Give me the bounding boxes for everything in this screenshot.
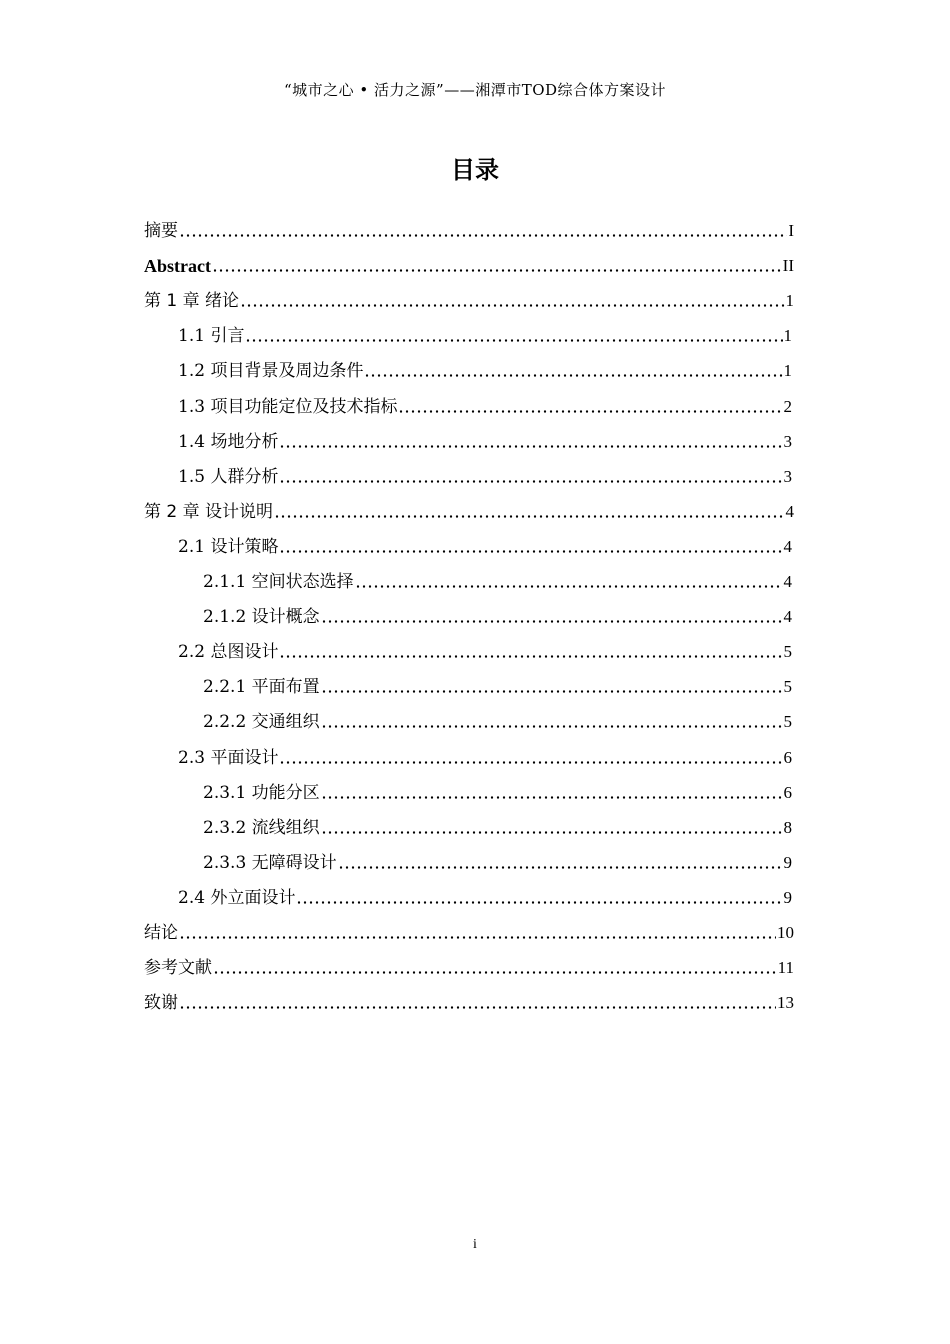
toc-dot-leader bbox=[321, 725, 783, 728]
toc-entry-page: 11 bbox=[777, 958, 794, 978]
toc-dot-leader bbox=[213, 971, 777, 974]
toc-entry-page: 5 bbox=[783, 712, 792, 732]
toc-entry[interactable] bbox=[144, 497, 794, 523]
toc-entry-label: 2.3.3 无障碍设计 bbox=[203, 852, 337, 873]
toc-dot-leader bbox=[364, 374, 782, 377]
toc-dot-leader bbox=[279, 445, 782, 448]
toc-entry-label: 1.1 引言 bbox=[178, 326, 245, 347]
toc-entry-page: 5 bbox=[783, 642, 792, 662]
toc-entry-page: 4 bbox=[783, 536, 792, 556]
toc-entry[interactable] bbox=[144, 251, 794, 277]
toc-entry-page: 10 bbox=[777, 923, 794, 942]
toc-entry-label: 第 1 章 绪论 bbox=[144, 291, 240, 312]
toc-dot-leader bbox=[321, 690, 783, 693]
toc-dot-leader bbox=[355, 585, 783, 588]
toc-entry[interactable] bbox=[178, 321, 792, 347]
toc-dot-leader bbox=[245, 339, 782, 342]
toc-entry-label: 参考文献 bbox=[144, 958, 212, 979]
toc-entry-label: Abstract bbox=[144, 256, 211, 277]
toc-entry[interactable] bbox=[203, 778, 792, 804]
toc-entry-label: 2.2 总图设计 bbox=[178, 642, 279, 663]
toc-entry-page: 4 bbox=[785, 501, 794, 521]
toc-entry-label: 2.4 外立面设计 bbox=[178, 887, 296, 908]
toc-title: 目录 bbox=[451, 156, 499, 184]
toc-dot-leader bbox=[179, 1006, 776, 1009]
toc-entry[interactable] bbox=[144, 953, 794, 979]
toc-dot-leader bbox=[179, 234, 787, 237]
toc-entry-label: 2.2.2 交通组织 bbox=[203, 712, 320, 733]
toc-entry[interactable] bbox=[178, 532, 792, 558]
page-number: i bbox=[473, 1237, 477, 1252]
toc-entry[interactable] bbox=[203, 672, 792, 698]
toc-dot-leader bbox=[279, 655, 782, 658]
toc-entry[interactable] bbox=[178, 392, 792, 418]
toc-entry[interactable] bbox=[144, 988, 794, 1014]
toc-entry-label: 1.2 项目背景及周边条件 bbox=[178, 361, 364, 382]
toc-entry-label: 2.1.1 空间状态选择 bbox=[203, 572, 354, 592]
toc-entry[interactable] bbox=[178, 883, 792, 909]
toc-entry-label: 2.3.2 流线组织 bbox=[203, 817, 320, 838]
toc-entry-label: 1.5 人群分析 bbox=[178, 466, 279, 487]
toc-dot-leader bbox=[296, 901, 782, 904]
toc-entry-page: 1 bbox=[783, 326, 792, 346]
toc-entry-label: 2.3 平面设计 bbox=[178, 747, 279, 768]
toc-entry-page: 8 bbox=[783, 817, 792, 837]
toc-dot-leader bbox=[321, 831, 783, 834]
toc-entry-label: 第 2 章 设计说明 bbox=[144, 501, 274, 522]
toc-dot-leader bbox=[279, 550, 782, 553]
toc-entry-label: 2.1 设计策略 bbox=[178, 536, 279, 557]
toc-entry[interactable] bbox=[178, 743, 792, 769]
toc-entry[interactable] bbox=[203, 848, 792, 874]
toc-dot-leader bbox=[279, 761, 782, 764]
toc-entry[interactable] bbox=[203, 602, 792, 628]
toc-dot-leader bbox=[321, 620, 783, 623]
toc-entry[interactable] bbox=[144, 216, 794, 242]
toc-dot-leader bbox=[398, 410, 782, 413]
toc-entry-page: 1 bbox=[783, 361, 792, 381]
toc-entry-label: 2.3.1 功能分区 bbox=[203, 782, 320, 803]
toc-entry-page: 1 bbox=[785, 291, 794, 311]
toc-entry-label: 致谢 bbox=[144, 993, 178, 1014]
toc-entry-label: 摘要 bbox=[144, 221, 178, 241]
toc-entry-page: 9 bbox=[783, 852, 792, 872]
toc-entry-page: 2 bbox=[783, 396, 792, 416]
toc-dot-leader bbox=[212, 269, 782, 272]
toc-entry[interactable] bbox=[178, 356, 792, 382]
toc-entry-page: 4 bbox=[783, 572, 792, 591]
toc-entry[interactable] bbox=[203, 813, 792, 839]
toc-entry-page: II bbox=[782, 256, 794, 276]
toc-dot-leader bbox=[321, 796, 783, 799]
toc-entry-label: 1.3 项目功能定位及技术指标 bbox=[178, 396, 398, 417]
toc-entry-page: 6 bbox=[783, 747, 792, 767]
toc-entry-page: 3 bbox=[783, 466, 792, 486]
toc-dot-leader bbox=[338, 866, 783, 869]
running-header: “城市之心 • 活力之源”——湘潭市TOD综合体方案设计 bbox=[283, 81, 667, 99]
toc-entry-page: I bbox=[788, 221, 794, 240]
toc-entry[interactable] bbox=[144, 286, 794, 312]
toc-entry-label: 2.2.1 平面布置 bbox=[203, 677, 320, 698]
toc-entry[interactable] bbox=[178, 427, 792, 453]
toc-dot-leader bbox=[179, 936, 776, 939]
toc-dot-leader bbox=[279, 480, 782, 483]
toc-entry[interactable] bbox=[178, 637, 792, 663]
toc-entry[interactable] bbox=[203, 567, 792, 593]
toc-entry-label: 2.1.2 设计概念 bbox=[203, 607, 320, 628]
toc-entry-page: 13 bbox=[777, 993, 794, 1013]
toc-entry-page: 4 bbox=[783, 607, 792, 627]
toc-entry[interactable] bbox=[144, 918, 794, 944]
toc-entry-page: 9 bbox=[783, 887, 792, 907]
toc-entry[interactable] bbox=[203, 707, 792, 733]
toc-entry[interactable] bbox=[178, 462, 792, 488]
toc-entry-label: 结论 bbox=[144, 923, 178, 943]
toc-entry-page: 3 bbox=[783, 431, 792, 451]
toc-dot-leader bbox=[240, 304, 784, 307]
toc-entry-page: 5 bbox=[783, 677, 792, 697]
toc-dot-leader bbox=[274, 515, 784, 518]
toc-entry-label: 1.4 场地分析 bbox=[178, 431, 279, 452]
toc-entry-page: 6 bbox=[783, 782, 792, 802]
